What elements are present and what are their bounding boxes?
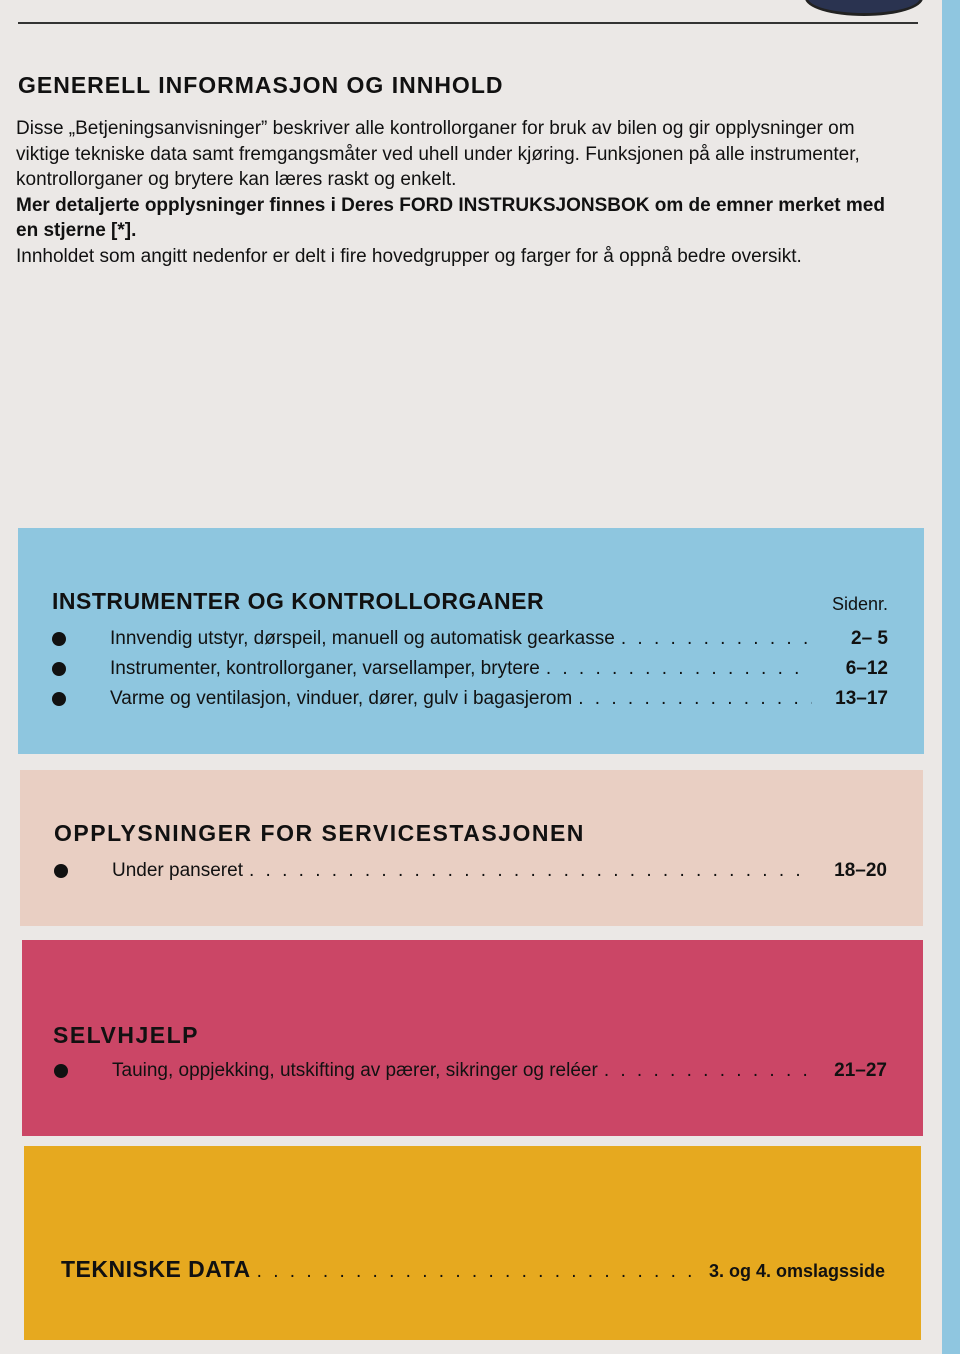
toc-label: Innvendig utstyr, dørspeil, manuell og automatisk gearkasse	[110, 628, 615, 649]
toc-label: Varme og ventilasjon, vinduer, dører, gulv i bagasjerom	[110, 688, 573, 709]
toc-item	[54, 1060, 887, 1082]
bullet-icon	[54, 864, 68, 878]
intro-paragraph-3: Innholdet som angitt nedenfor er delt i fire hovedgrupper og farger for å oppnå bedre oversikt.	[16, 245, 802, 267]
toc-pages: 3. og 4. omslagsside	[708, 1261, 885, 1281]
intro-paragraph-1: Disse „Betjeningsanvisninger” beskriver alle kontrollorganer for bruk av bilen og gir opplysninger om viktige tekniske data samt fremgangsmåter ved uhell under kjøring. Funksjonen på alle instrumenter, kontrollorganer og brytere kan læres raskt og enkelt.	[16, 118, 860, 190]
page-edge	[942, 0, 960, 1354]
toc-pages: 21–27	[834, 1060, 887, 1081]
intro-text	[16, 116, 886, 269]
toc-label: Tauing, oppjekking, utskifting av pærer, sikringer og reléer	[112, 1060, 598, 1081]
toc-label: Instrumenter, kontrollorganer, varsellamper, brytere	[110, 658, 540, 679]
toc-pages: 18–20	[834, 860, 887, 881]
bullet-icon	[54, 1064, 68, 1078]
ford-logo-oval	[805, 0, 923, 16]
section-title: INSTRUMENTER OG KONTROLLORGANER	[52, 588, 545, 614]
leader-dots	[546, 658, 812, 680]
section-title: OPPLYSNINGER FOR SERVICESTASJONEN	[54, 820, 585, 846]
toc-item	[52, 658, 888, 680]
leader-dots	[604, 1060, 811, 1082]
leader-dots	[621, 628, 812, 650]
toc-pages: 2– 5	[851, 628, 888, 649]
bullet-icon	[52, 662, 66, 676]
leader-dots	[257, 1261, 703, 1283]
leader-dots	[249, 860, 811, 882]
bullet-icon	[52, 692, 66, 706]
toc-item	[54, 860, 887, 882]
section-title: SELVHJELP	[53, 1022, 199, 1048]
toc-pages: 13–17	[835, 688, 888, 709]
section-servicestasjonen	[20, 770, 923, 926]
section-title: TEKNISKE DATA	[61, 1256, 251, 1282]
toc-item	[52, 628, 888, 650]
header-rule	[18, 22, 918, 24]
section-selvhjelp	[22, 940, 923, 1136]
intro-paragraph-bold: Mer detaljerte opplysninger finnes i Deres FORD INSTRUKSJONSBOK om de emner merket med en stjerne [*].	[16, 194, 885, 241]
toc-item	[52, 688, 888, 710]
toc-item	[61, 1256, 885, 1283]
toc-pages: 6–12	[845, 658, 888, 679]
toc-label: Under panseret	[112, 860, 243, 881]
section-tekniske-data	[24, 1146, 921, 1340]
bullet-icon	[52, 632, 66, 646]
pages-header: Sidenr.	[831, 594, 888, 614]
section-instrumenter	[18, 528, 924, 754]
leader-dots	[578, 688, 812, 710]
page-title: GENERELL INFORMASJON OG INNHOLD	[18, 72, 504, 98]
